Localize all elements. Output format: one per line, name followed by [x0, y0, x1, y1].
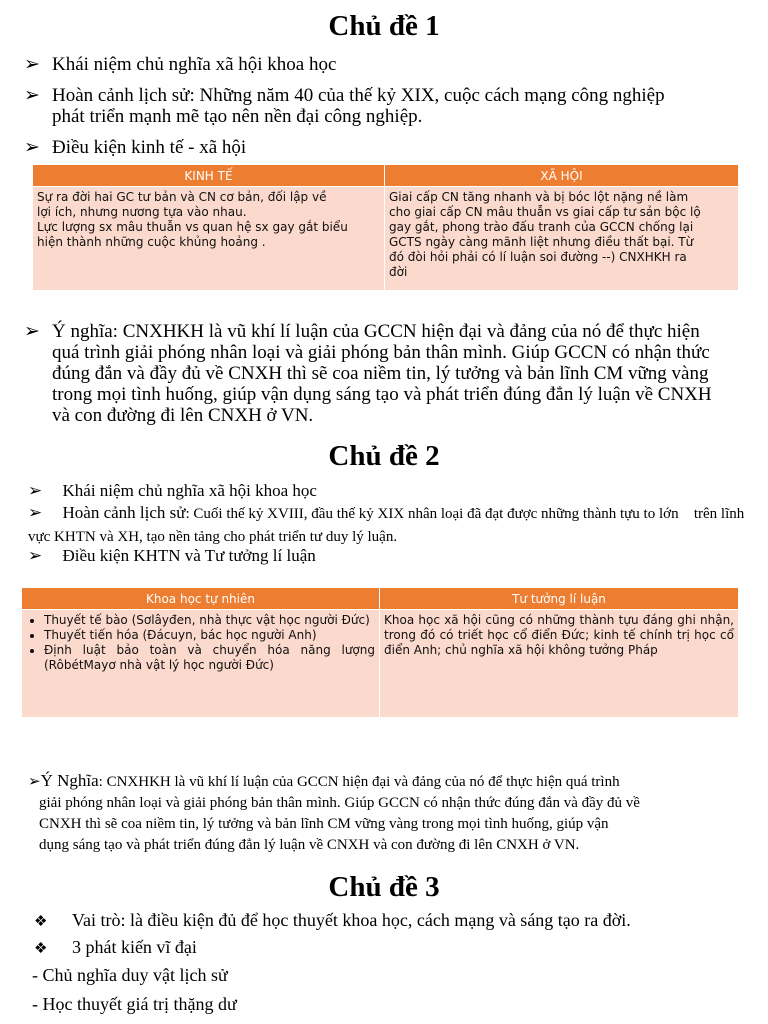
- economy-society-table: [32, 164, 739, 291]
- arrow-bullet-icon: ➢: [28, 546, 43, 565]
- arrow-bullet-icon: ➢: [28, 503, 43, 522]
- topic3-item-materialism: - Chủ nghĩa duy vật lịch sử: [32, 965, 228, 985]
- arrow-bullet-icon: ➢: [24, 321, 40, 342]
- diamond-bullet-icon: ❖: [34, 914, 48, 930]
- topic2-bullet-history: ➢ Hoàn cảnh lịch sử: Cuối thế kỷ XVIII, đầu thế kỷ XIX nhân loại đã đạt được những thành tựu to lớn trên lĩnh vực KHTN và XH, tạo nền tảng cho phát triển tư duy lý luận.: [28, 503, 745, 545]
- topic2-bullet-concept: ➢ Khái niệm chủ nghĩa xã hội khoa học: [28, 481, 317, 500]
- science-theory-table: [21, 587, 739, 718]
- topic1-heading: Chủ đề 1: [328, 10, 440, 42]
- topic3-item-surplus-value: - Học thuyết giá trị thặng dư: [32, 994, 237, 1014]
- topic2-heading: Chủ đề 2: [328, 440, 440, 472]
- topic1-bullet-conditions: ➢ Điều kiện kinh tế - xã hội: [24, 137, 247, 158]
- table-header-society: XÃ HỘI: [385, 165, 739, 187]
- table-cell-natural-science: • Thuyết tế bào (Sơlâyđen, nhà thực vật học người Đức) • Thuyết tiến hóa (Đácuyn, bác học người Anh) • Định luật bảo toàn và chuyển hóa năng lượng (RôbétMayơ nhà vật lý học người Đức): [22, 610, 380, 718]
- table-header-economy: KINH TẾ: [33, 165, 385, 187]
- topic2-meaning: ➢Ý Nghĩa: CNXHKH là vũ khí lí luận của GCCN hiện đại và đảng của nó để thực hiện quá trình giải phóng nhân loại và giải phóng bản thân mình. Giúp GCCN có nhận thức đúng đắn và đầy đủ về CNXH thì sẽ coa niềm tin, lý tưởng và bản lĩnh CM vững vàng trong mọi tình huống, giúp vận dụng sáng tạo và phát triển đúng đẳn lý luận về CNXH và con đường đi lên CNXH ở VN.: [28, 771, 640, 853]
- topic1-bullet-history: ➢ Hoàn cảnh lịch sử: Những năm 40 của thế kỷ XIX, cuộc cách mạng công nghiệp phát triển mạnh mẽ tạo nên nền đại công nghiệp.: [24, 85, 665, 127]
- topic1-bullet-concept: ➢ Khái niệm chủ nghĩa xã hội khoa học: [24, 54, 337, 75]
- arrow-bullet-icon: ➢: [28, 481, 43, 500]
- table-cell-economy: Sự ra đời hai GC tư bản và CN cơ bản, đối lập về lợi ích, nhưng nương tựa vào nhau. Lực lượng sx mâu thuẫn vs quan hệ sx gay gắt biểu hiện thành những cuộc khủng hoảng .: [33, 187, 385, 291]
- table-cell-theory: Khoa học xã hội cũng có những thành tựu đáng ghi nhận, trong đó có triết học cổ điển Đức; kinh tế chính trị học cổ điển Anh; chủ nghĩa xã hội không tưởng Pháp: [380, 610, 739, 718]
- topic1-meaning: ➢ Ý nghĩa: CNXHKH là vũ khí lí luận của GCCN hiện đại và đảng của nó để thực hiện quá trình giải phóng nhân loại và giải phóng bản thân mình. Giúp GCCN có nhận thức đúng đắn và đầy đủ về CNXH thì sẽ coa niềm tin, lý tưởng và bản lĩnh CM vững vàng trong mọi tình huống, giúp vận dụng sáng tạo và phát triển đúng đẳn lý luận về CNXH và con đường đi lên CNXH ở VN.: [24, 321, 712, 426]
- arrow-bullet-icon: ➢: [24, 54, 40, 75]
- arrow-bullet-icon: ➢: [24, 137, 40, 158]
- table-header-natural-science: Khoa học tự nhiên: [22, 588, 380, 610]
- topic3-heading: Chủ đề 3: [328, 871, 440, 903]
- topic3-bullet-role: ❖ Vai trò: là điều kiện đủ để học thuyết khoa học, cách mạng và sáng tạo ra đời.: [34, 910, 631, 930]
- arrow-bullet-icon: ➢: [24, 85, 40, 106]
- table-cell-society: Giai cấp CN tăng nhanh và bị bóc lột nặng nề làm cho giai cấp CN mâu thuẫn vs giai cấp tư sản bộc lộ gay gắt, phong trào đấu tranh của GCCN chống lại GCTS ngày càng mãnh liệt nhưng điều thất bại. Từ đó đòi hỏi phải có lí luận soi đường --) CNXHKH ra đời: [385, 187, 739, 291]
- arrow-bullet-icon: ➢: [28, 774, 41, 790]
- topic2-bullet-conditions: ➢ Điều kiện KHTN và Tư tưởng lí luận: [28, 546, 316, 565]
- diamond-bullet-icon: ❖: [34, 941, 48, 957]
- table-header-theory: Tư tưởng lí luận: [380, 588, 739, 610]
- topic3-bullet-discoveries: ❖ 3 phát kiến vĩ đại: [34, 937, 197, 957]
